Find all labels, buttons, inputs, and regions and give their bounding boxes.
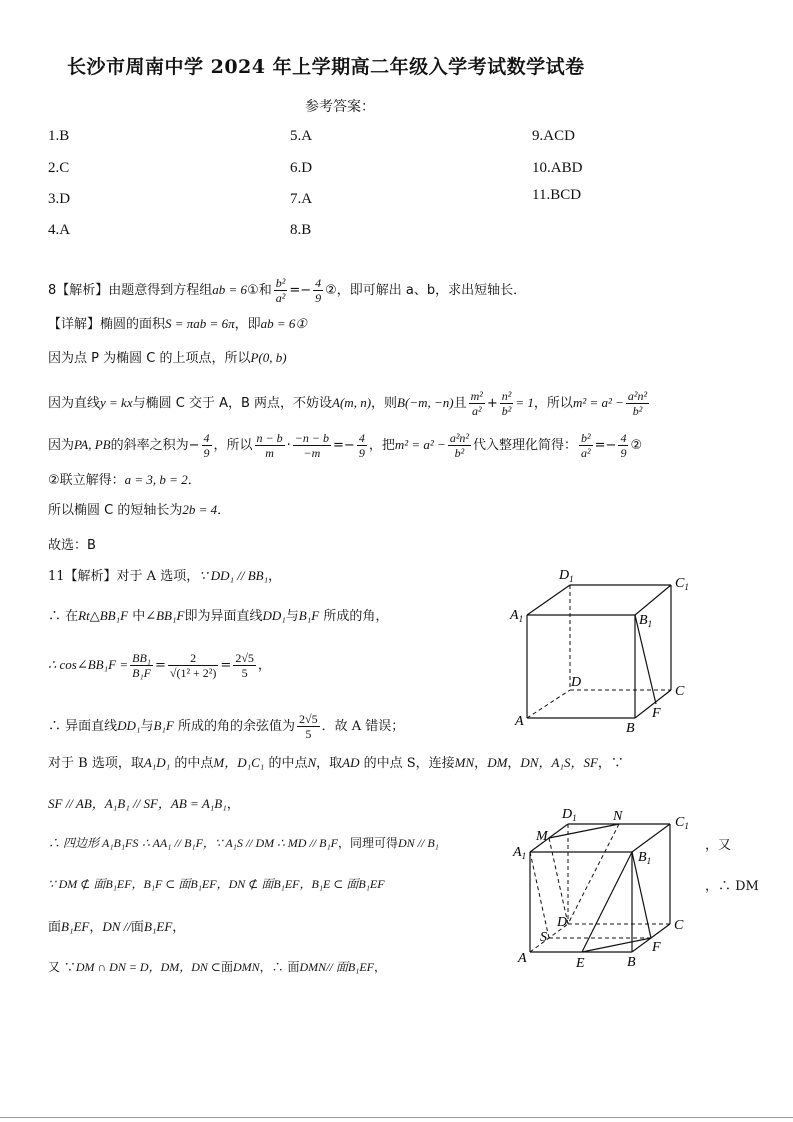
q8-line-4: 因为直线y = kx与椭圆 C 交于 A，B 两点，不妨设A(m, n)，则B(−m, −n)且 $\frac{\text{m²}}{\text{a²}}$ + $\frac{\text{n²}}{\text{b²}}$ = 1，所以m² = a² − $\frac{\text{a²n²}}{\text{b²}}$ xyxy=(48,389,648,418)
label-c1: $C_1$ xyxy=(675,815,689,831)
q11-line-9: 面B₁EF，DN //面B₁EF， xyxy=(48,919,186,935)
label-f: F xyxy=(652,706,661,721)
edge-b1c1 xyxy=(632,824,670,852)
label-c1: $C_1$ xyxy=(675,576,689,592)
q11-line-6: SF // AB，A₁B₁ // SF，AB = A₁B₁， xyxy=(48,796,240,812)
q11-line-8: ∵ DM ⊄ 面B₁EF，B₁F ⊂ 面B₁EF，DN ⊄ 面B₁EF，B₁E ⊂ 面B₁EF xyxy=(48,877,385,891)
page-title: 长沙市周南中学 2024 年上学期高二年级入学考试数学试卷 xyxy=(67,56,585,78)
q11-line-4: ∴ 异面直线DD₁与B₁F 所成的角的余弦值为 $\frac{2√5}{5}$ ．故 A 错误； xyxy=(48,712,405,741)
label-b1: $B_1$ xyxy=(638,850,652,866)
edge-b1c1 xyxy=(635,585,671,615)
answer-item: 3.D xyxy=(48,191,71,207)
label-b: B xyxy=(626,721,635,736)
label-b1: $B_1$ xyxy=(639,613,653,629)
cube-figure-1 xyxy=(505,565,705,737)
answer-item: 9.ACD xyxy=(532,128,575,144)
q11-line-7-end: ，又 xyxy=(705,838,732,853)
page-bottom-rule xyxy=(0,1117,793,1118)
label-d1: $D_1$ xyxy=(562,807,577,823)
q8-line-3: 因为点 P 为椭圆 C 的上项点，所以P(0, b) xyxy=(48,350,287,366)
label-m: M xyxy=(536,829,548,844)
segment-nd xyxy=(568,824,619,924)
q8-line-2: 【详解】椭圆的面积S = πab = 6π，即ab = 6① xyxy=(48,316,308,332)
segment-b1e xyxy=(582,852,632,952)
q11-line-7: ∴ 四边形 A₁B₁FS ∴ AA₁ // B₁F，∵ A₁S // DM ∴ MD // B₁F，同理可得DN // B₁ xyxy=(48,836,439,850)
q8-line-1: 8【解析】由题意得到方程组ab = 6①和 $\frac{\text{b²}}{\text{a²}}$ =− $\frac{4}{9}$ ②，即可解出 a、b，求出短轴长． xyxy=(48,276,527,305)
label-c: C xyxy=(675,684,685,699)
label-a: A xyxy=(515,714,524,729)
label-f: F xyxy=(652,940,661,955)
label-a: A xyxy=(518,951,527,966)
answer-item: 2.C xyxy=(48,160,70,176)
label-d1: $D_1$ xyxy=(559,568,574,584)
q11-line-10: 又 ∵DM ∩ DN = D，DM，DN ⊂面DMN，∴ 面DMN// 面B₁EF， xyxy=(48,960,387,974)
segment-a1s xyxy=(530,852,549,938)
q11-line-2: ∴ 在Rt△BB₁F 中∠BB₁F即为异面直线DD₁与B₁F 所成的角， xyxy=(48,608,389,624)
label-d: D xyxy=(557,915,568,930)
answer-item: 10.ABD xyxy=(532,160,583,176)
q8-line-5: 因为PA, PB的斜率之积为− $\frac{4}{9}$ ，所以 $\frac{n - b}{m}$ · $\frac{-n - b}{-m}$ =− $\frac{4}{9}$ ，把m² = a² − $\frac{\text{a²n²}}{\text{b²}}$ 代入整理化简得： $\frac{\text{b²}}{\text{a²}}$ =− $\frac{4}{9}$ ② xyxy=(48,431,643,460)
answer-item: 5.A xyxy=(290,128,313,144)
segment-b1f xyxy=(635,615,656,704)
edge-ad xyxy=(527,690,570,718)
answer-item: 6.D xyxy=(290,160,313,176)
label-a1: $A_1$ xyxy=(510,608,524,624)
q8-line-8: 故选：B xyxy=(48,538,96,553)
answer-item: 7.A xyxy=(290,191,313,207)
q8-line-6: ②联立解得：a = 3, b = 2． xyxy=(48,472,201,488)
q11-line-1: 11【解析】对于 A 选项，∵ DD₁ // BB₁， xyxy=(48,568,282,584)
answer-item: 8.B xyxy=(290,222,312,238)
answer-item: 11.BCD xyxy=(532,187,582,203)
q11-line-5: 对于 B 选项，取A₁D₁ 的中点M，D₁C₁ 的中点N，取AD 的中点 S，连接MN，DM，DN，A₁S，SF，∵ xyxy=(48,755,624,771)
edge-a1d1 xyxy=(527,585,570,615)
cube-figure-2 xyxy=(510,802,710,974)
q11-line-3: ∴ cos∠BB₁F = $\frac{\text{BB₁}}{\text{B₁F}}$ = $\frac{2}{\text{√(1² + 2²)}}$ = $\frac{2√5}{5}$ ， xyxy=(48,651,271,680)
q11-line-8-end: ，∴ DM xyxy=(705,879,759,894)
answer-subtitle: 参考答案： xyxy=(305,99,375,115)
label-d: D xyxy=(571,675,582,690)
answer-item: 1.B xyxy=(48,128,70,144)
label-n: N xyxy=(613,809,623,824)
label-b: B xyxy=(627,955,636,970)
label-e: E xyxy=(576,956,585,971)
label-c: C xyxy=(674,918,684,933)
label-a1: $A_1$ xyxy=(513,845,527,861)
label-s: S xyxy=(540,930,547,945)
q8-line-7: 所以椭圆 C 的短轴长为2b = 4． xyxy=(48,502,231,518)
segment-md xyxy=(549,838,568,924)
answer-item: 4.A xyxy=(48,222,71,238)
